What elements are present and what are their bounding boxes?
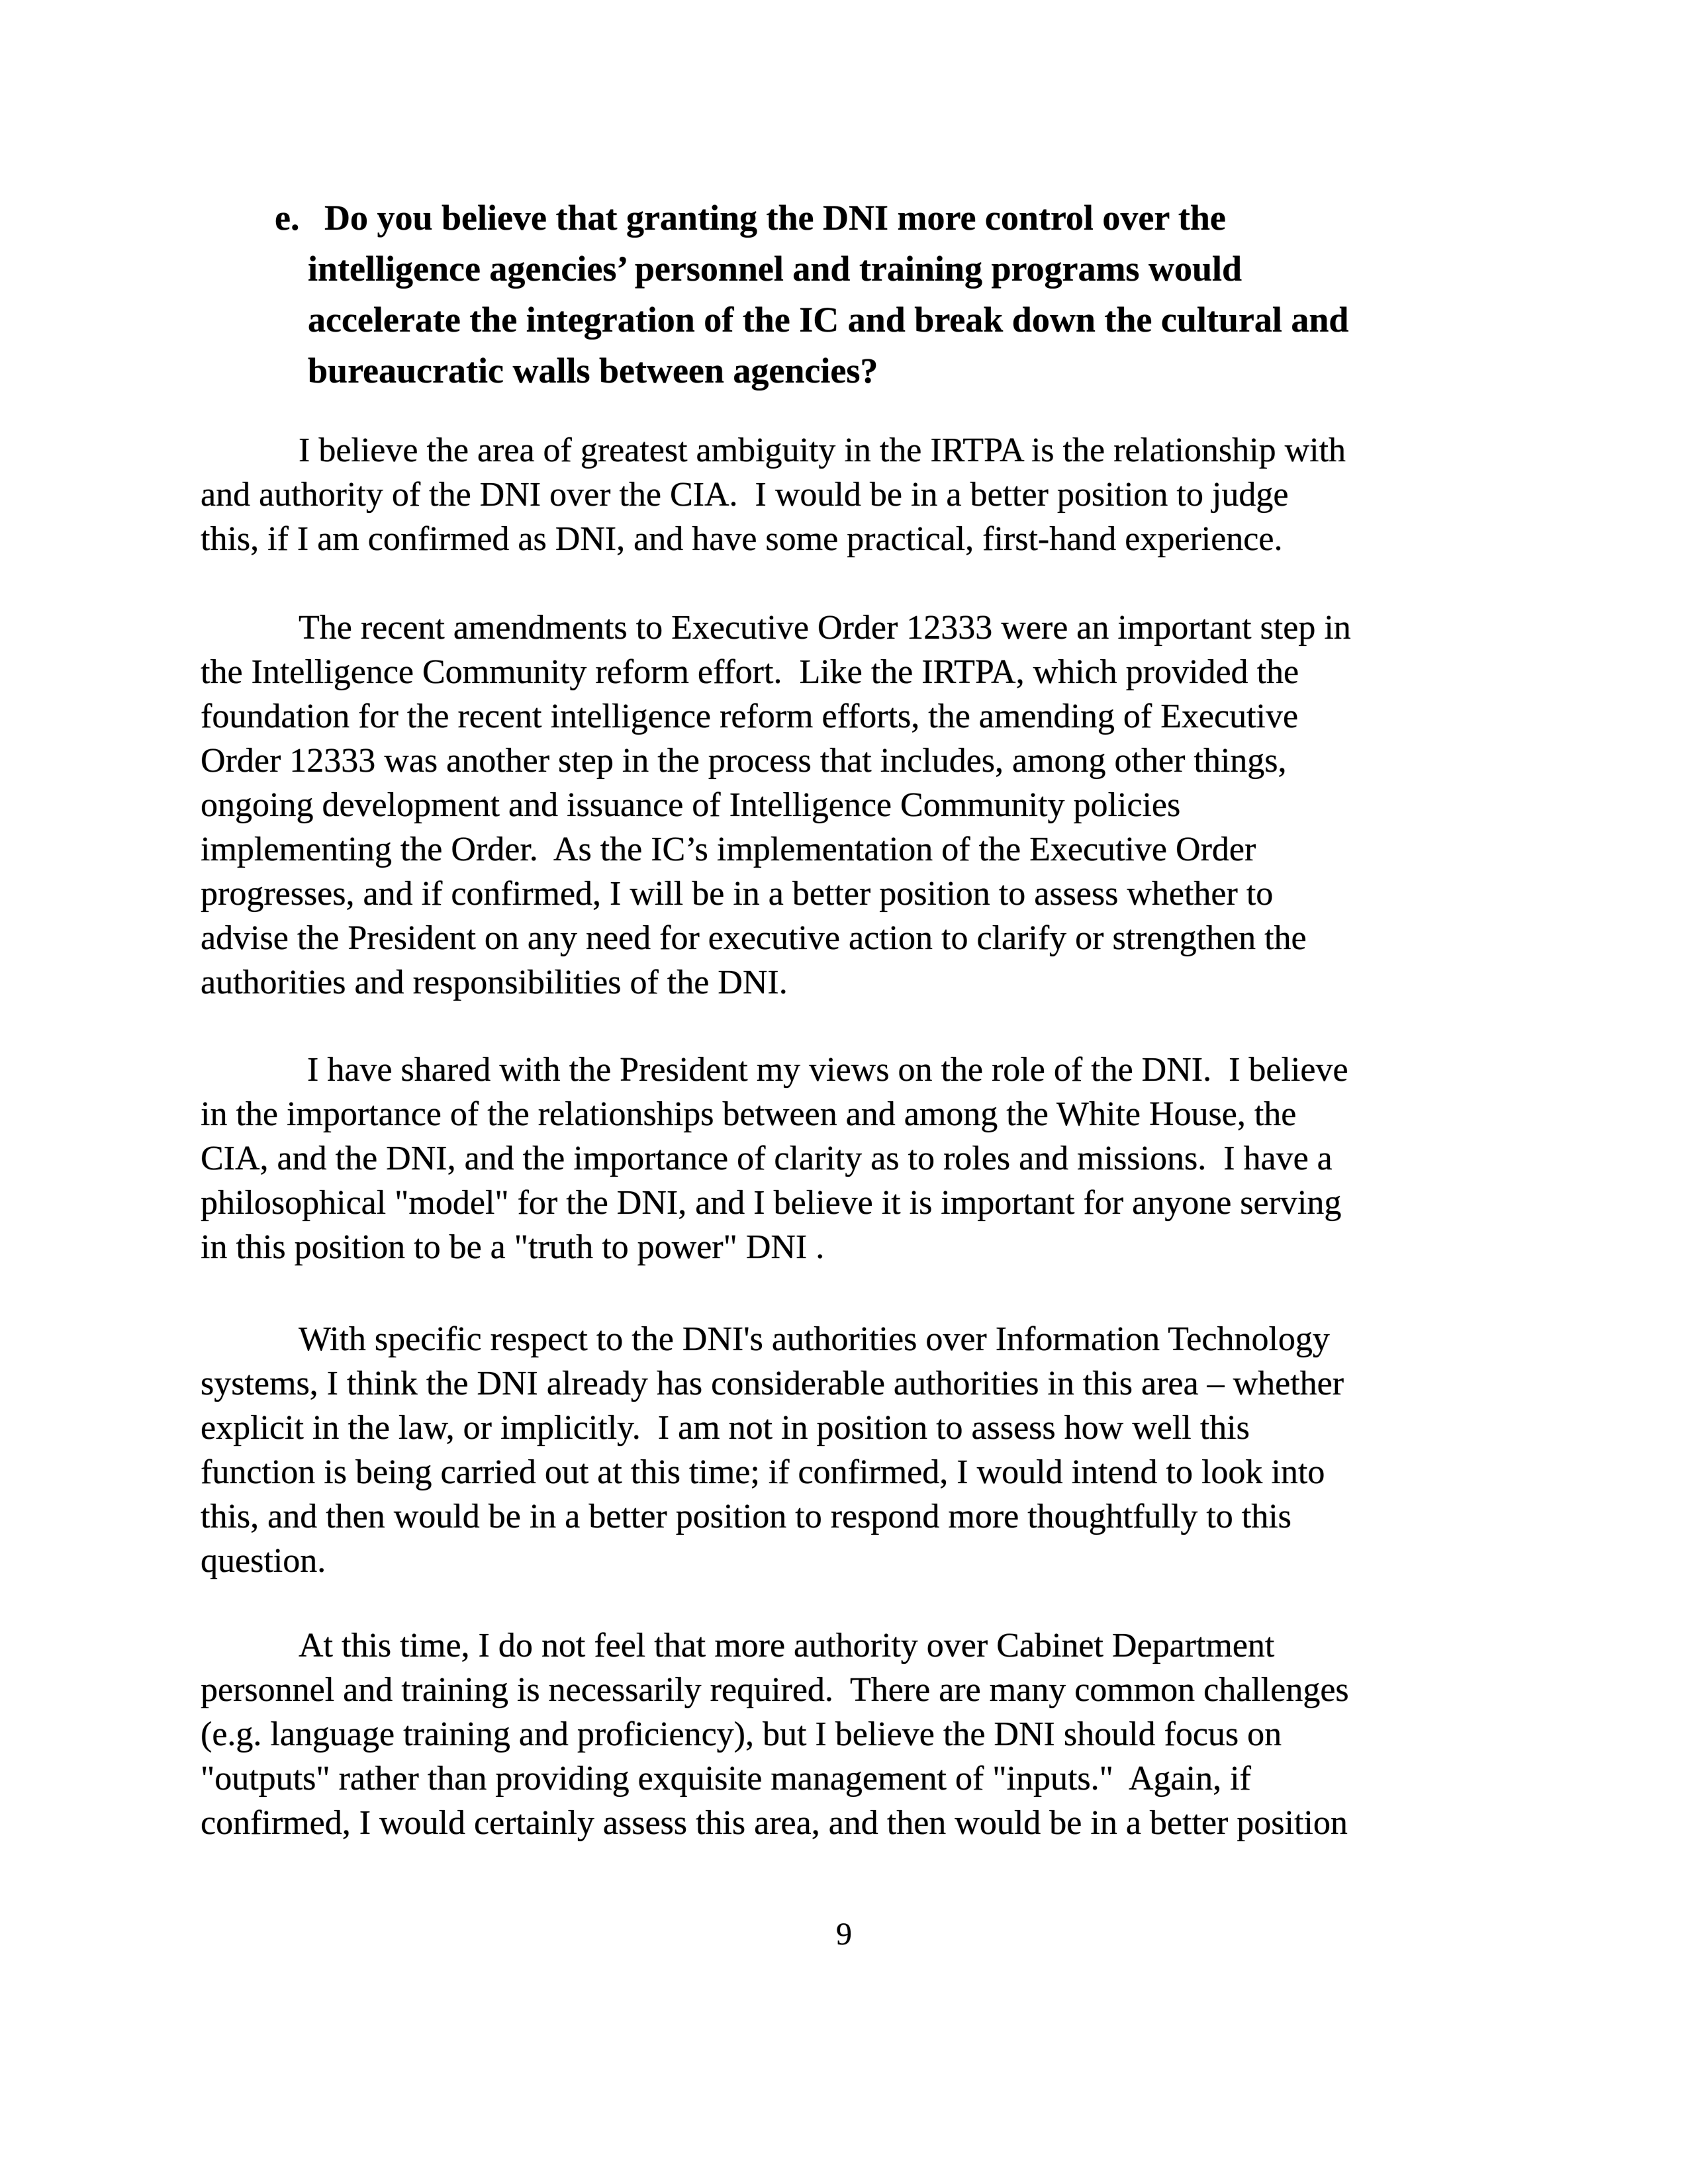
text-line: explicit in the law, or implicitly. I am not in position to assess how well this [201,1409,1250,1447]
paragraph-3 [201,1048,1624,1269]
text-line: personnel and training is necessarily required. There are many common challenges [201,1671,1349,1709]
text-line: progresses, and if confirmed, I will be in a better position to assess whether to [201,875,1274,913]
text-line: the Intelligence Community reform effort. Like the IRTPA, which provided the [201,653,1299,691]
text-line: confirmed, I would certainly assess this area, and then would be in a better position [201,1804,1348,1842]
text-line: With specific respect to the DNI's authorities over Information Technology [299,1320,1330,1358]
text-line: The recent amendments to Executive Order 12333 were an important step in [299,609,1351,647]
text-line: implementing the Order. As the IC’s implementation of the Executive Order [201,831,1256,868]
question-text [308,193,1348,396]
text-line: ongoing development and issuance of Intelligence Community policies [201,786,1181,824]
text-line: in the importance of the relationships between and among the White House, the [201,1095,1297,1133]
text-line: advise the President on any need for executive action to clarify or strengthen the [201,919,1307,957]
paragraph-4 [201,1317,1624,1583]
text-line: this, if I am confirmed as DNI, and have some practical, first-hand experience. [201,520,1283,558]
paragraph-2 [201,606,1624,1005]
text-line: I believe the area of greatest ambiguity in the IRTPA is the relationship with [299,432,1346,469]
question-line: bureaucratic walls between agencies? [308,351,878,390]
text-line: I have shared with the President my views on the role of the DNI. I believe [299,1051,1348,1089]
question-line: accelerate the integration of the IC and break down the cultural and [308,300,1349,340]
text-line: "outputs" rather than providing exquisite management of "inputs." Again, if [201,1760,1251,1797]
text-line: (e.g. language training and proficiency), but I believe the DNI should focus on [201,1715,1282,1753]
text-line: and authority of the DNI over the CIA. I would be in a better position to judge [201,476,1289,514]
text-line: in this position to be a "truth to power" DNI . [201,1228,825,1266]
paragraph-1 [201,428,1624,561]
text-line: this, and then would be in a better position to respond more thoughtfully to this [201,1498,1291,1535]
text-line: question. [201,1542,326,1580]
page-number: 9 [836,1917,852,1952]
text-line: systems, I think the DNI already has considerable authorities in this area – whether [201,1365,1344,1402]
text-line: philosophical "model" for the DNI, and I believe it is important for anyone serving [201,1184,1342,1222]
text-line: function is being carried out at this time; if confirmed, I would intend to look into [201,1453,1325,1491]
text-line: CIA, and the DNI, and the importance of clarity as to roles and missions. I have a [201,1140,1333,1177]
question-item-e [275,193,1348,396]
question-line: Do you believe that granting the DNI more control over the [324,198,1226,238]
paragraph-5 [201,1623,1624,1845]
text-line: authorities and responsibilities of the DNI. [201,964,788,1001]
question-label: e. [275,198,300,238]
text-line: At this time, I do not feel that more authority over Cabinet Department [299,1627,1275,1664]
text-line: foundation for the recent intelligence reform efforts, the amending of Executive [201,698,1299,735]
question-line: intelligence agencies’ personnel and training programs would [308,249,1243,289]
text-line: Order 12333 was another step in the process that includes, among other things, [201,742,1287,780]
